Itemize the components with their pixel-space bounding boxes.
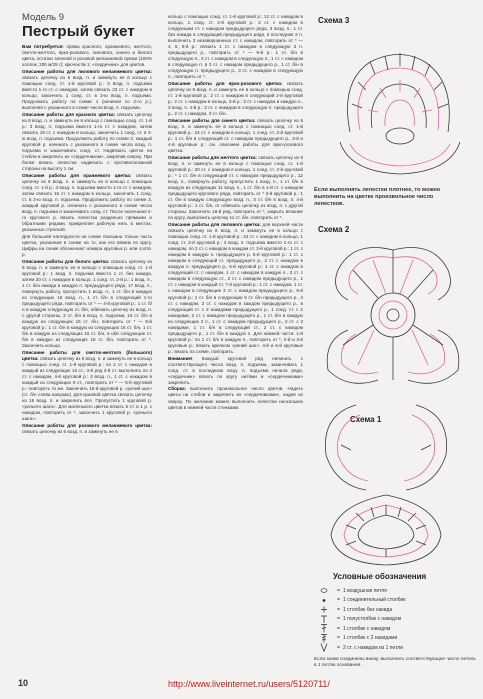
paragraph-text: связать цепочку из 8 возд. п. и замкнуть ее в кольцо с помощью соед. ст. 1-й р.: 3 возд. п. подъема вместо 1-го ст. с накидом, затем связать 19 ст. с накидом в кольцо, закончить 1 соед. ст. в 3-ю возд. п. подъема. Продолжить работу по схеме 2, каждый круговой р. начинать с указанного в схеме числа возд. п. подъема и заканчивать соед. ст. Надвязать цветок на стебли и закрепить их «сердечником», закрепив сверху. При болке вязать лепестки надвязать с противоположной стороны на высоту 1 см. (22, 111, 152, 172)
paragraph-heading: Описание работы для светло-желтого (большого) цветка: (22, 349, 152, 361)
paragraph-text: связать цепочку из 6 возд. п. и замкнуть ее в кольцо с помощью соед. ст. 1-й круговой р.: 24 ст. с накидом в кольцо, 1 соед. ст. 2-й круговой р.: 1 ст. б/н в следующий ст. с накидом предыдущего р., 3-й и 4-й круговые р.: см. описание работы для ярко-розового цветка. (168, 117, 303, 154)
chain-symbol-icon (314, 586, 334, 595)
legend-item (314, 596, 474, 606)
paragraph-text: связать цепочку из 6 возд. п. и замкнуть ее в кольцо с помощью соед. ст. 1-й круговой р.: 3 возд. п. подъема вместо 1-го ст. с накидом, затем связать 23 ст. с накидом в кольцо, закончить 1 соед. ст. в 3-ю возд. п. подъема. Продолжить работу по схеме 1 (начиная со 2-го р.), выполняя с указанного в схеме числа возд. п. подъема. (22, 74, 152, 111)
scheme2-diagram (308, 230, 478, 400)
equals-sign: = (337, 597, 340, 604)
scheme2-label: Схема 2 (318, 225, 350, 234)
paragraph (22, 234, 152, 258)
equals-sign: = (337, 587, 340, 594)
paragraph-heading: Описание работы для красного цветка: (22, 111, 116, 117)
equals-sign: = (337, 635, 340, 642)
paragraph-text: для верхней части связать цепочку из 6 возд. п. и замкнуть ее в кольцо с помощью соед. ст. 1-й круговой р.: 24 ст. с накидом в кольцо, 1 соед. ст. 2-й круговой р.: 3 возд. п. подъема вместо 1-го ст. с накидом, по 2 ст. с накидом в каждом ст. 3-й круговой р.: 1 ст. с накидом в каждую п. предыдущего р. 5-й круговой р.: 1 ст. с накидом в следующий ст. предыдущего р., 2 ст. с накидом в каждую п. предыдущего р., 6-й круговой р.: 1 ст. с накидом в следующий ст. с накидом, 1 ст. с накидом в каждую п., 3 ст. с накидом в следующую ст., 2 ст. с накидом предыдущего р., 1 ст. с накидом в каждый ст. 7-й круговой р.: 1 ст. с накидом, 1 ст. с накидом в следующие 3 ст. с накидом предыдущего р., 6-й круговой р.: 1 ст. б/н в следующие 5 ст. б/н предыдущего р., 3 ст. с накидом, 2 ст. с накидом в каждом предыдущего р., в следующий ст. с 2 накидами предыдущего р., 1 соед. ст. с 2 накидами, 2 ст. с накидом предыдущего р., 1 ст. б/н в каждую из следующих 2 п., 1 ст. с накидом предыдущего р., 2 ст. с 2 накидами, 1 ст. б/н в следующий ст., 2 ст. с накидом предыдущего р., 1 ст. б/н в каждую п. Для нижней части: 1-й круговой р.: по 1 ст. б/н в каждую п., повторить от *, 2-й и 3-й круговые р.: вязать крючком «рачий шаг». 4-й и 5-й круговые р.: вязать по схеме, повторить. (168, 221, 303, 354)
paragraph (22, 259, 152, 350)
text-column-left (22, 44, 152, 666)
dc-symbol-icon (314, 624, 334, 633)
tr-symbol-icon (314, 634, 334, 643)
paragraph (168, 81, 303, 117)
paragraph (168, 155, 303, 222)
paragraph-text: связать цепочку из 8 возд. п. и замкнуть ее в кольцо с помощью соед. ст. 1-й круговой р.: 2 ст. с накидом в следующий 2-й круговой р.: 2 ст. с накидом в кольцо, 3-й р.: 3 ст. с накидом в каждую п., 3 возд. п. 4-й р.: 3 ст. с накидом в следующую п. предыдущего р., 2 ст. с накидом, 3 ст. б/н. (168, 81, 303, 117)
legend-item-text: 1 столбик с накидом (343, 625, 391, 632)
scheme1-label: Схема 1 (350, 415, 382, 424)
legend-item (314, 586, 474, 596)
legend-item-text: 1 воздушная петля (343, 587, 387, 594)
model-number: Модель 9 (22, 12, 65, 23)
paragraph-heading: Сборка: (168, 386, 187, 392)
paragraph (168, 356, 303, 386)
paragraph-text: связать цепочку из 6 возд. п. и замкнуть ее в кольцо с помощью соед. ст. 1-й круговой р.: по 2 ст. с накидом в каждый из следующих 16 ст., 3-й ряд 3-й ст. выполнять по 2 ст. с накидом, 4-й круговой р.: 3 возд. п., 1 ст. с накидом в каждый из следующих 6 ст., повторить от * — 5-й круговой р.: повторять то же. Закончить 16-й круговой р. «рачий шаг» (ст. б/н слева направо). Для краевой цветка связать цепочку из 18 возд. п. и закрепить все. Пропустить 1 круговой р. «рачьего шага». Для маленького цветка вязать 5 ст. в 1 р. с накидом, повторить от *, закончить 1 круговой р. «рачьего шага». (22, 355, 152, 422)
paragraph (22, 350, 152, 423)
paragraph-heading: Описание работы для лилового цветка: (168, 221, 261, 227)
paragraph (22, 423, 152, 435)
paragraph-text: связать цепочку из 6 возд. п. и замкнуть ее в кольцо с помощью соед. ст. 1-й р.: 3 возд. п. подъема вместо 1-го ст. с накидом, затем связать 15 ст. с накидом в кольцо, закончить 1 соед. ст. в 3-ю возд. п. подъема. Продолжить работу по схеме 3, каждый круговой р. начинать с указанного в схеме числа возд. п. подъема и заканчивать соед. ст. После окончания 2-го кругового р. вязать лепестки раздельно прямыми и обратными рядами, прикрепляя рабочую нить в местах, указанных стрелкой. (22, 172, 152, 233)
paragraph-text: кольцо с помощью соед. ст. 1-й круговой р.: 12 ст. с накидом в кольцо, 1 соед. ст. 2-й круговой р.: 2 ст. с накидом в следующем ст. с накидом предыдущего ряда, 3 возд. п., 1 ст. без накида в следующий предыдущего ряда, в последние 2 п. выполнить 3 незавершенных ст. с накидом, повторить от * — 4, 6, 8-й р.: связать 1 ст. с накидом в следующую 3 п. предыдущего р., повторить от * — 9-й р.: 1 ст. б/н в следующую п., 3 ст. с накидом в следующую п., 1 ст. с накидом в следующую п. в 3 ст. с накидом предыдущего р., 1 ст. б/н в следующую п. предыдущего р., 3 ст. с накидом в следующую п., повторить от *. (168, 14, 303, 80)
legend-item-text: 1 соединительный столбик (343, 597, 406, 604)
paragraph (168, 386, 303, 410)
sc-symbol-icon (314, 605, 334, 614)
paragraph-heading: Вам потребуется: (22, 44, 64, 49)
legend-item (314, 643, 474, 653)
legend-item-text: 2 ст. с накидом из 1 петли (343, 644, 403, 651)
legend-item (314, 634, 474, 644)
slip-symbol-icon (314, 596, 334, 605)
legend-item-text: 1 столбик с 2 накидами (343, 635, 398, 642)
paragraph-text: Для большей наглядности на схеме показана только часть цветка, указанная в схеме на то, как его вяжем по кругу. Цифры на схеме обозначают номера круговых р. или соотв. р. (22, 233, 152, 257)
scheme3-note: Если выполнять лепестки плотнее, то можно выполнить на цветке произвольное число лепестков. (314, 187, 441, 207)
equals-sign: = (337, 625, 340, 632)
paragraph (22, 69, 152, 111)
paragraph-text: Каждый круговой ряд начинать с соответствующего числа возд. п. подъема, заканчивать 1 соед. ст. в последнюю возд. п. подъема начала ряда, «сердечник» вязать по кругу нитями и «сердечниками» закрепить. (168, 355, 303, 385)
hdc-symbol-icon (314, 615, 334, 624)
source-url: http://www.liveinternet.ru/users/5120711/ (168, 679, 330, 689)
legend-item (314, 605, 474, 615)
paragraph-text: выполнить произвольное число цветов. Надеть цветы на стебли и закрепить их «сердечниками», надев их сверху. По желанию можно выполнить лепестки нескольких цветов в нижней части стежками. (168, 386, 303, 410)
paragraph-text: связать цепочку из 8 возд. п. и замкнуть ее в кольцо с помощью соед. ст. 1-й круговой р.: 1 возд. п. подъема вместо 1 ст. без накида, затем 20 ст. с накидом в кольцо, 1 соед. ст. 2-й р.: 1 возд. п., 1 ст. без накида в каждую п. предыдущего ряда, 17 возд. п., повернуть работу, пропустить 1 возд. п., 1 ст. б/н в каждую из следующих 16 возд. п., 1 ст. б/н в следующий 1-го предыдущего ряда, повторить от * — 4-й круговой р.: 1 ст. б/н в каждую следующую ст. б/н, обвязать цепочку из возд. п. с другой стороны, 3 ст. б/н в возд. п. подъема, 16 ст. б/н в каждую из следующих 16 ст. б/н, повторить от * — 5-й круговой р.: 1 ст. б/н в каждую из следующих 16 ст. б/н, 1 ст. б/н в каждую из следующих 16 ст. б/н, в обе следующие ст. б/н в каждую из следующих 16 ст. б/н, повторить от *. Закончить кольцо. (22, 258, 152, 349)
dc2-symbol-icon (314, 643, 334, 652)
paragraph-heading: Описание работы для желтого цветка: (168, 154, 257, 160)
legend-item-text: 1 полустолбик с накидом (343, 616, 402, 623)
paragraph-heading: Описание работы для лилового меланжевого цветка: (22, 68, 152, 74)
paragraph (22, 44, 152, 68)
equals-sign: = (337, 606, 340, 613)
scheme3-label: Схема 3 (318, 16, 350, 25)
paragraph-heading: Описание работы для оранжевого цветка: (22, 172, 132, 178)
equals-sign: = (337, 644, 340, 651)
paragraph (168, 222, 303, 355)
legend-title: Условные обозначения (333, 572, 427, 581)
legend-item (314, 615, 474, 625)
legend-item (314, 624, 474, 634)
paragraph-text: связать цепочку из 6 возд. п. и замкнуть ее в (22, 429, 118, 435)
page-number: 10 (18, 678, 29, 688)
legend-note: Если знаки соединены внизу, выполнить соответствующее число петель в 1 петлю основания. (314, 657, 476, 668)
paragraph-heading: Описание работы для розового меланжевого цветка: (22, 423, 152, 429)
scheme3-diagram (330, 22, 470, 182)
scheme1-diagram (296, 395, 476, 570)
paragraph (22, 173, 152, 233)
page-title: Пестрый букет (22, 23, 135, 40)
paragraph-heading: Описание работы для синего цветка: (168, 117, 256, 123)
paragraph-heading: Описание работы для ярко-розового цветка: (168, 81, 283, 87)
paragraph (168, 118, 303, 154)
legend-item-text: 1 столбик без накида (343, 606, 393, 613)
paragraph-heading: Описание работы для белого цветка: (22, 258, 110, 264)
paragraph (168, 14, 303, 81)
paragraph (22, 112, 152, 172)
paragraph-text: пряжа красного, оранжевого, желтого, светло-желтого, ярко-розового, лилового, синего и белого цвета, остатки зеленой и розовой меланжевой пряжи (100% хлопок, 200 м/25 г); крючок № 1; «сердечник» для цветов. (22, 44, 152, 68)
paragraph-heading: Внимание! (168, 355, 193, 361)
text-column-middle (168, 14, 303, 666)
legend-list (314, 586, 474, 653)
equals-sign: = (337, 616, 340, 623)
paragraph-text: связать цепочку из 8 возд. п. и замкнуть ее в кольцо с помощью соед. ст. 1-й круговой р.: 20 ст. с накидом в кольцо, 1 соед. ст. 2-й круговой р.: * 1 ст. б/н в следующий ст. с накидом предыдущего р., 12 возд. п., повернуть работу, пропустить 1 возд. п., 1 ст. б/н в каждую из следующих 11 возд. п., 1 ст. б/н в 1-й ст. с накидом предыдущего кругового ряда, повторить от * 3-й круговой р.: 1 ст. б/н в каждую следующую возд. п., 3 ст. б/н в возд. п. 4-й круговой р.: 1 ст. б/н, от обвязать цепочку из возд. п. с другой стороны. Закончить 16-й ряд, повторить от *, закрыть вязание по кругу, выполнить цепочку 11 ст. б/н, повторить от *. (168, 154, 303, 221)
